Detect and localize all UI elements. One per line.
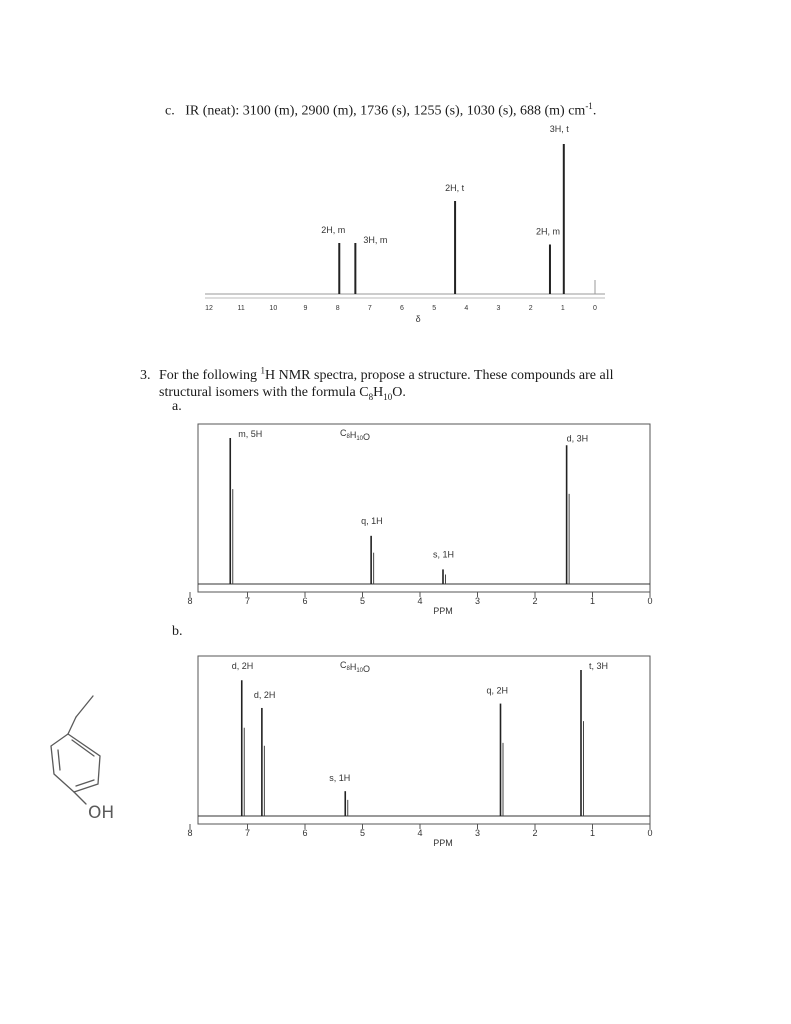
ring-double-bond-1 <box>58 750 60 770</box>
ethyl-bond-1 <box>76 696 93 717</box>
x-axis-label: δ <box>415 314 421 324</box>
tick-label: 1 <box>589 828 596 838</box>
part-a-label: a. <box>172 399 182 414</box>
plot-frame <box>198 656 650 824</box>
tick-label: 6 <box>400 305 404 312</box>
oh-label: OH <box>88 803 115 823</box>
oh-bond <box>74 792 86 804</box>
peak-label: q, 1H <box>361 515 383 526</box>
q3-line2-sub1: 8 <box>368 391 374 402</box>
peak-label: t, 3H <box>589 661 609 671</box>
nmr-spectrum-b <box>187 650 660 850</box>
ir-end: . <box>592 103 597 119</box>
part-c-label: c. <box>165 103 175 119</box>
nmr-spectrum-a <box>187 418 660 618</box>
ethyl-bond-2 <box>68 717 76 734</box>
formula-subscript: 8 <box>346 434 350 440</box>
tick-label: 12 <box>205 305 213 312</box>
tick-label: 0 <box>647 828 653 838</box>
question-3 <box>140 362 680 405</box>
formula-part: O <box>363 432 371 442</box>
tick-label: 2 <box>532 828 538 838</box>
tick-label: 8 <box>187 828 193 838</box>
tick-label: 4 <box>464 305 469 312</box>
q3-line2-pre: structural isomers with the formula C <box>159 384 369 400</box>
tick-label: 5 <box>359 828 366 838</box>
question-line1 <box>159 365 614 383</box>
chart-title <box>340 660 370 674</box>
tick-label: 6 <box>302 596 308 606</box>
ir-superscript: -1 <box>585 101 593 111</box>
question-number: 3. <box>140 367 151 383</box>
formula-subscript: 8 <box>346 666 350 672</box>
formula-subscript: 10 <box>356 436 364 442</box>
tick-label: 2 <box>532 596 538 606</box>
tick-label: 7 <box>244 596 251 606</box>
tick-label: 6 <box>302 828 308 838</box>
tick-label: 7 <box>367 305 372 312</box>
tick-label: 3 <box>474 596 481 606</box>
tick-label: 0 <box>593 305 597 312</box>
q3-line1-sup: 1 <box>260 365 265 375</box>
tick-label: 9 <box>303 305 308 312</box>
formula-subscript: 10 <box>356 668 364 674</box>
x-axis-label: PPM <box>433 838 453 848</box>
ir-data-line <box>165 101 596 120</box>
tick-label: 3 <box>496 305 501 312</box>
tick-label: 0 <box>647 596 653 606</box>
q3-line2-mid: H <box>373 384 384 400</box>
part-b-label: b. <box>172 624 183 639</box>
chart-title <box>340 428 370 442</box>
tick-label: 1 <box>560 305 565 312</box>
q3-line1-pre: For the following <box>159 367 261 383</box>
peak-label: d, 2H <box>231 661 254 672</box>
peak-label: d, 2H <box>253 689 276 700</box>
formula-part: C <box>340 428 347 438</box>
tick-label: 11 <box>237 305 245 312</box>
tick-label: 3 <box>474 828 481 838</box>
tick-label: 5 <box>359 596 366 606</box>
ring-double-bond-3 <box>72 740 94 756</box>
tick-label: 8 <box>187 596 193 606</box>
tick-label: 5 <box>432 305 437 312</box>
x-axis-label: PPM <box>433 606 453 616</box>
q3-line2-post: O. <box>392 384 406 400</box>
question-line2 <box>140 384 680 406</box>
formula-part: H <box>349 430 357 440</box>
ir-text: IR (neat): 3100 (m), 2900 (m), 1736 (s), 1255 (s), 1030 (s), 688 (m) cm <box>185 103 586 119</box>
q3-line2-sub2: 10 <box>383 391 393 402</box>
peak-label: 2H, m <box>321 225 346 235</box>
peak-label: 2H, t <box>445 183 465 193</box>
formula-part: H <box>349 662 357 672</box>
ring-double-bond-2 <box>76 780 94 786</box>
q3-line1-post: H NMR spectra, propose a structure. These compounds are all <box>265 367 614 383</box>
peak-label: 2H, m <box>535 226 560 237</box>
tick-label: 4 <box>417 596 423 606</box>
formula-part: O <box>363 664 371 674</box>
tick-label: 2 <box>528 305 533 312</box>
tick-label: 8 <box>335 305 340 312</box>
formula-part: C <box>340 660 347 670</box>
peak-label: 3H, m <box>363 235 388 245</box>
peak-label: m, 5H <box>238 429 263 439</box>
peak-label: q, 2H <box>486 685 509 696</box>
structure-sketch <box>40 690 150 830</box>
peak-label: s, 1H <box>433 549 455 560</box>
tick-label: 7 <box>244 828 251 838</box>
peak-label: d, 3H <box>566 433 589 444</box>
nmr-spectrum-c <box>195 120 615 330</box>
plot-frame <box>198 424 650 592</box>
tick-label: 1 <box>589 596 596 606</box>
tick-label: 4 <box>417 828 423 838</box>
peak-label: 3H, t <box>549 124 569 134</box>
tick-label: 10 <box>269 305 278 312</box>
peak-label: s, 1H <box>329 773 351 784</box>
